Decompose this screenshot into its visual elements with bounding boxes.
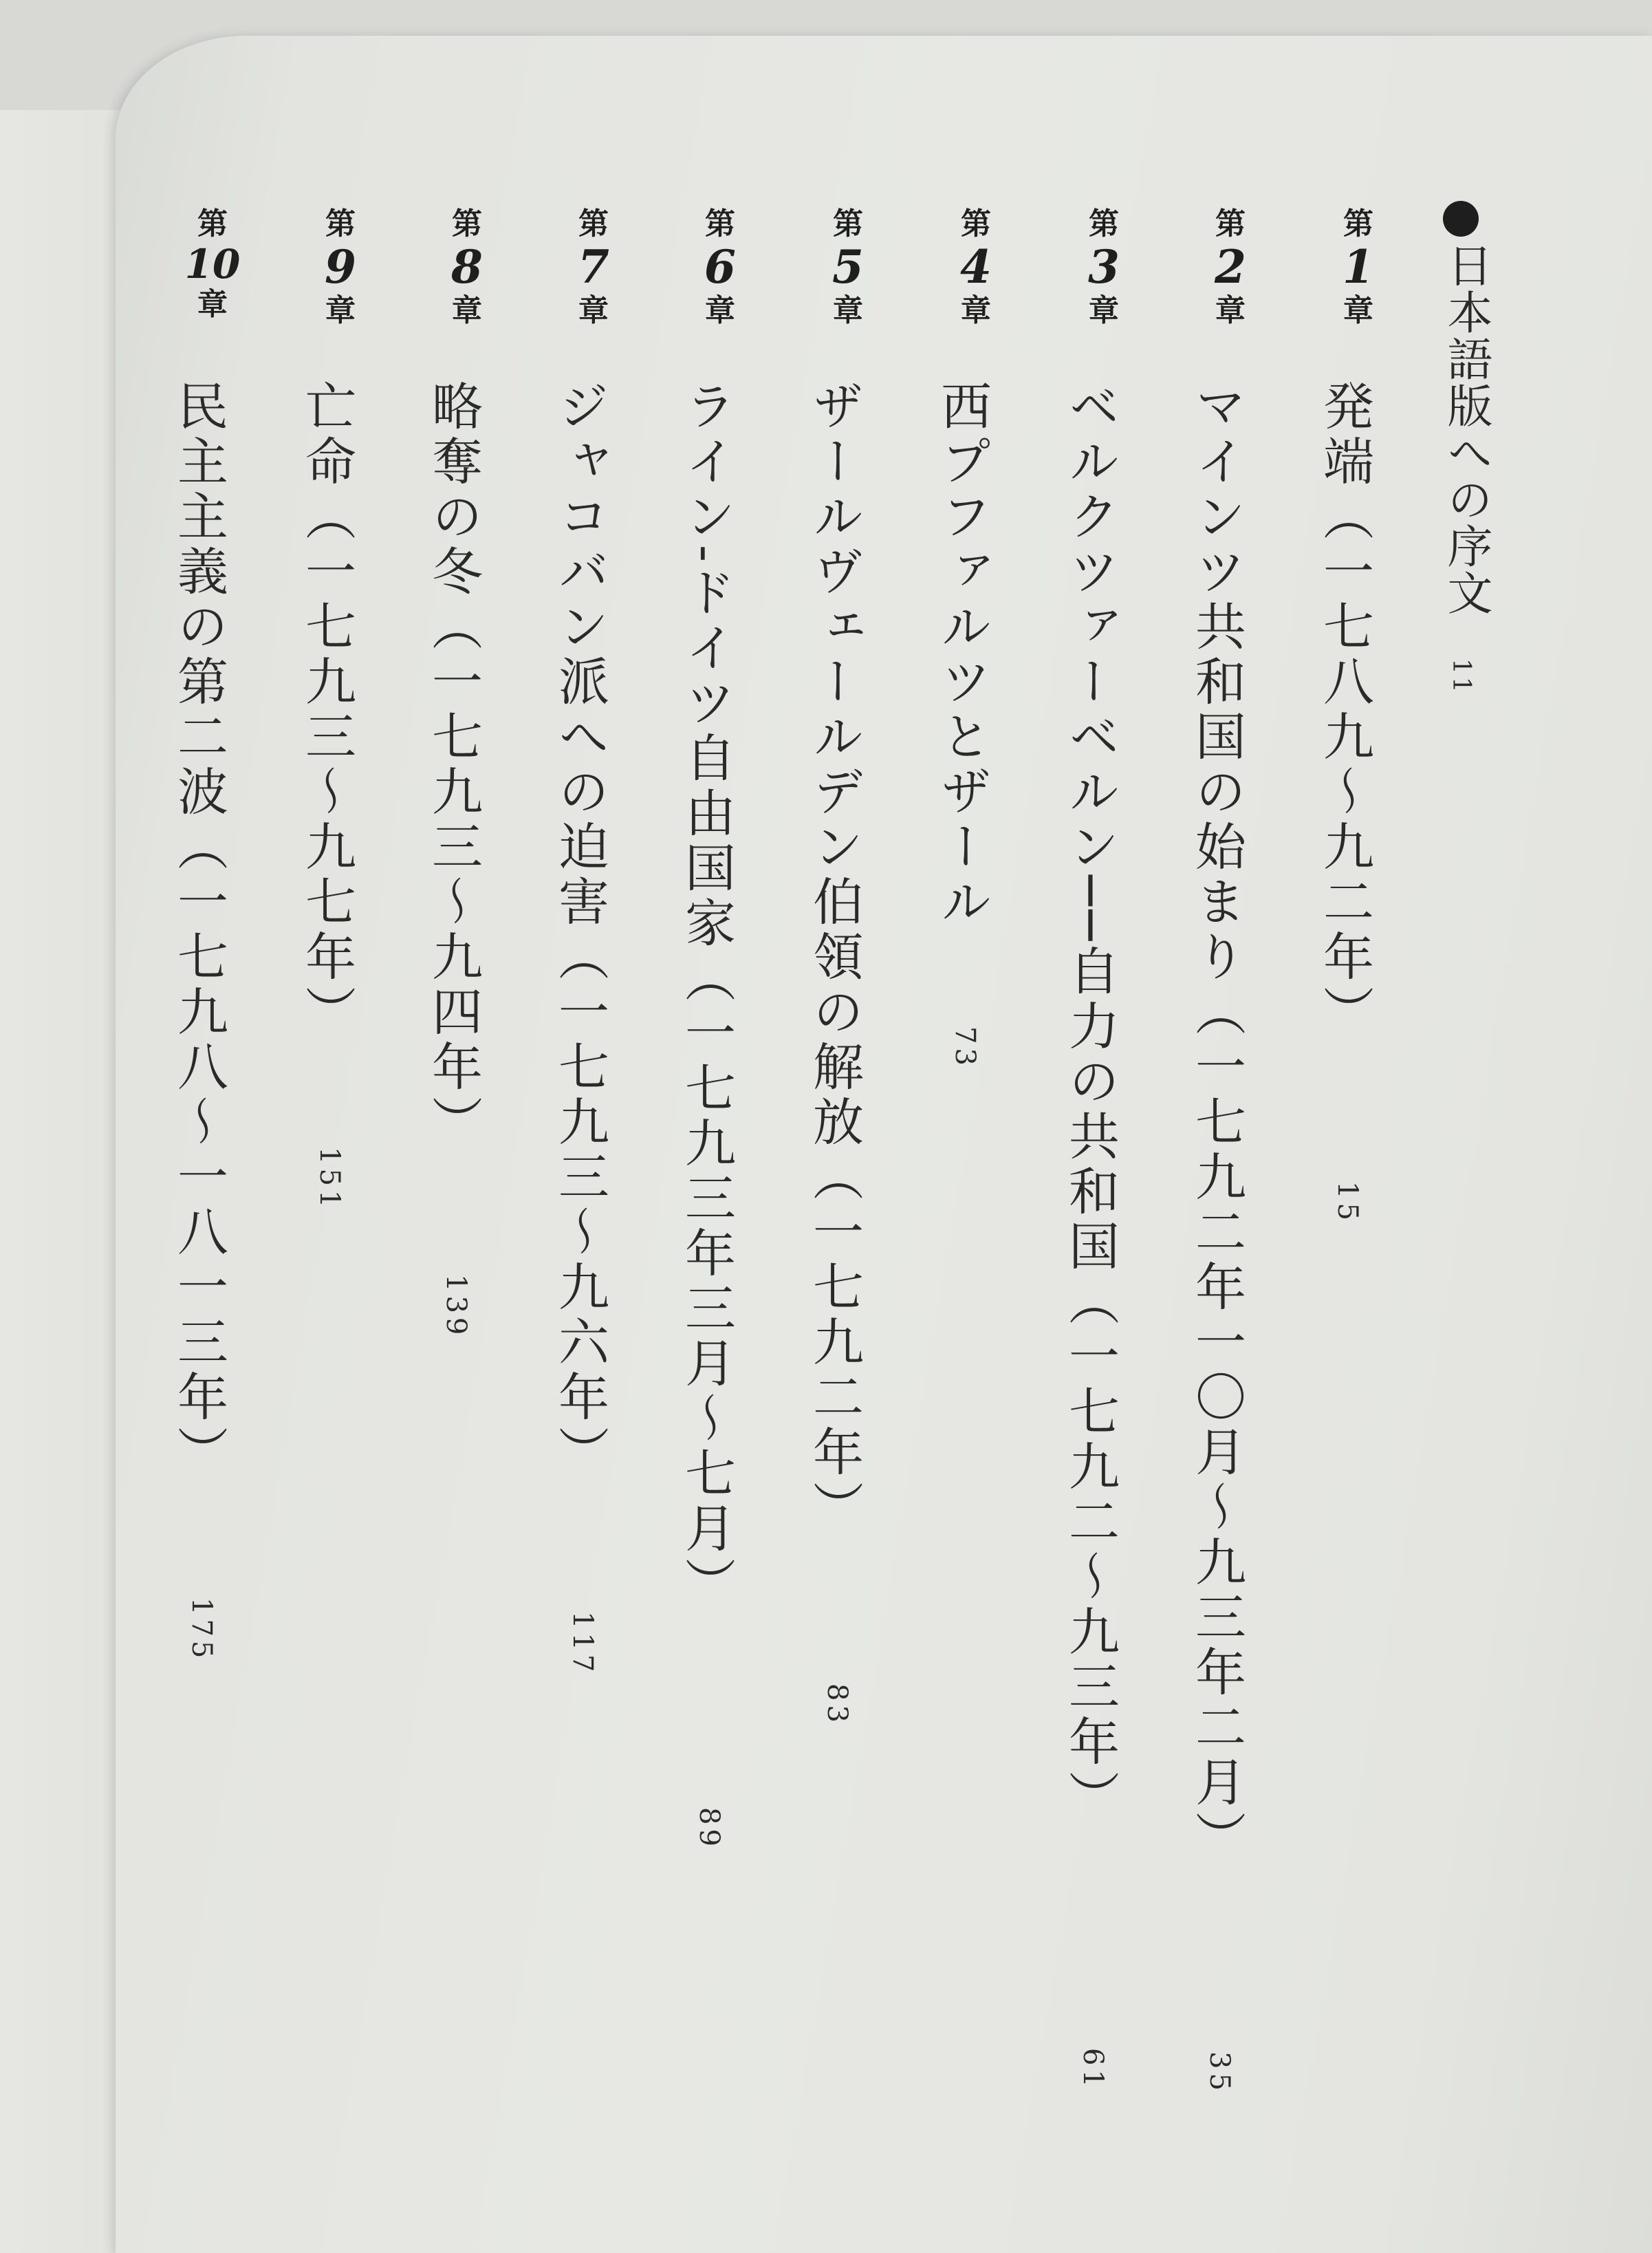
chapter-title: ジャコバン派への迫害（一七九三〜九六年）: [550, 380, 609, 1480]
intro-title: 日本語版への序文: [1439, 242, 1492, 616]
toc-entry-chapter-3[interactable]: [1052, 36, 1155, 2253]
toc-entry-chapter-7[interactable]: [542, 36, 645, 2253]
chapter-label: [422, 208, 512, 327]
chapter-page-number: 117: [567, 1611, 598, 1677]
chapter-page-number: 151: [314, 1147, 345, 1212]
chapter-title: 亡命（一七九三〜九七年）: [297, 380, 356, 1040]
chapter-page-number: 83: [821, 1683, 853, 1727]
bullet-circle-icon: [1443, 201, 1479, 237]
chapter-page-number: 73: [949, 1026, 981, 1070]
chapter-label: [168, 208, 257, 322]
chapter-title: ザールヴェールデン伯領の解放（一七九二年）: [805, 380, 864, 1535]
toc-entry-chapter-4[interactable]: [924, 36, 1028, 2253]
chapter-prefix: 第: [705, 206, 735, 241]
chapter-suffix: 章: [1215, 292, 1246, 328]
chapter-prefix: 第: [1215, 206, 1246, 241]
toc-entry-chapter-10[interactable]: [161, 36, 264, 2253]
chapter-title: ライン-ドイツ自由国家（一七九三年三月〜七月）: [677, 380, 736, 1613]
chapter-title: 民主主義の第二波（一七九八〜一八一三年）: [169, 380, 228, 1480]
toc-entry-intro[interactable]: [1428, 36, 1531, 2253]
chapter-title: 略奪の冬（一七九三〜九四年）: [424, 380, 483, 1150]
toc-entry-chapter-6[interactable]: [669, 36, 772, 2253]
chapter-label: [1314, 208, 1403, 327]
chapter-label: [1186, 208, 1275, 327]
chapter-page-number: 89: [693, 1807, 725, 1851]
chapter-number: 6: [704, 240, 736, 294]
chapter-suffix: 章: [1343, 292, 1373, 328]
chapter-page-number: 139: [440, 1274, 472, 1339]
chapter-title: 西プファルツとザール: [933, 380, 992, 930]
book-page: [116, 36, 1652, 2253]
chapter-page-number: 175: [186, 1597, 217, 1663]
chapter-page-number: 61: [1077, 2048, 1109, 2091]
chapter-number: 2: [1215, 240, 1246, 294]
chapter-prefix: 第: [452, 206, 482, 241]
chapter-suffix: 章: [1089, 292, 1119, 328]
chapter-suffix: 章: [961, 292, 991, 328]
chapter-prefix: 第: [833, 206, 863, 241]
chapter-prefix: 第: [325, 206, 356, 241]
chapter-title: マインツ共和国の始まり（一七九二年一〇月〜九三年二月）: [1187, 380, 1246, 1866]
chapter-suffix: 章: [452, 292, 482, 328]
chapter-page-number: 15: [1332, 1181, 1363, 1225]
intro-page-number: 11: [1447, 658, 1475, 696]
chapter-title: ベルクツァーベルン──自力の共和国（一七九二〜九三年）: [1061, 380, 1120, 1826]
chapter-title: 発端（一七八九〜九二年）: [1315, 380, 1374, 1040]
chapter-number: 5: [832, 240, 864, 294]
toc-entry-chapter-2[interactable]: [1179, 36, 1282, 2253]
toc-entry-chapter-8[interactable]: [415, 36, 519, 2253]
chapter-page-number: 35: [1204, 2051, 1235, 2095]
chapter-prefix: 第: [197, 206, 228, 241]
chapter-label: [1059, 208, 1149, 327]
toc-entry-chapter-1[interactable]: [1307, 36, 1410, 2253]
chapter-label: [803, 208, 893, 327]
chapter-suffix: 章: [325, 292, 356, 328]
chapter-prefix: 第: [1343, 206, 1373, 241]
chapter-suffix: 章: [705, 292, 735, 328]
chapter-label: [296, 208, 385, 327]
chapter-prefix: 第: [961, 206, 991, 241]
chapter-prefix: 第: [1089, 206, 1119, 241]
chapter-suffix: 章: [578, 292, 609, 328]
chapter-label: [675, 208, 765, 327]
toc-entry-chapter-9[interactable]: [289, 36, 392, 2253]
chapter-number: 7: [578, 240, 609, 294]
chapter-prefix: 第: [578, 206, 609, 241]
chapter-suffix: 章: [833, 292, 863, 328]
chapter-number: 10: [184, 241, 241, 288]
chapter-label: [549, 208, 638, 327]
toc-entry-chapter-5[interactable]: [796, 36, 900, 2253]
chapter-number: 9: [325, 240, 356, 294]
chapter-number: 1: [1343, 240, 1374, 294]
chapter-suffix: 章: [197, 287, 228, 323]
chapter-number: 4: [960, 240, 992, 294]
chapter-label: [931, 208, 1021, 327]
chapter-number: 3: [1088, 240, 1120, 294]
chapter-number: 8: [451, 240, 483, 294]
